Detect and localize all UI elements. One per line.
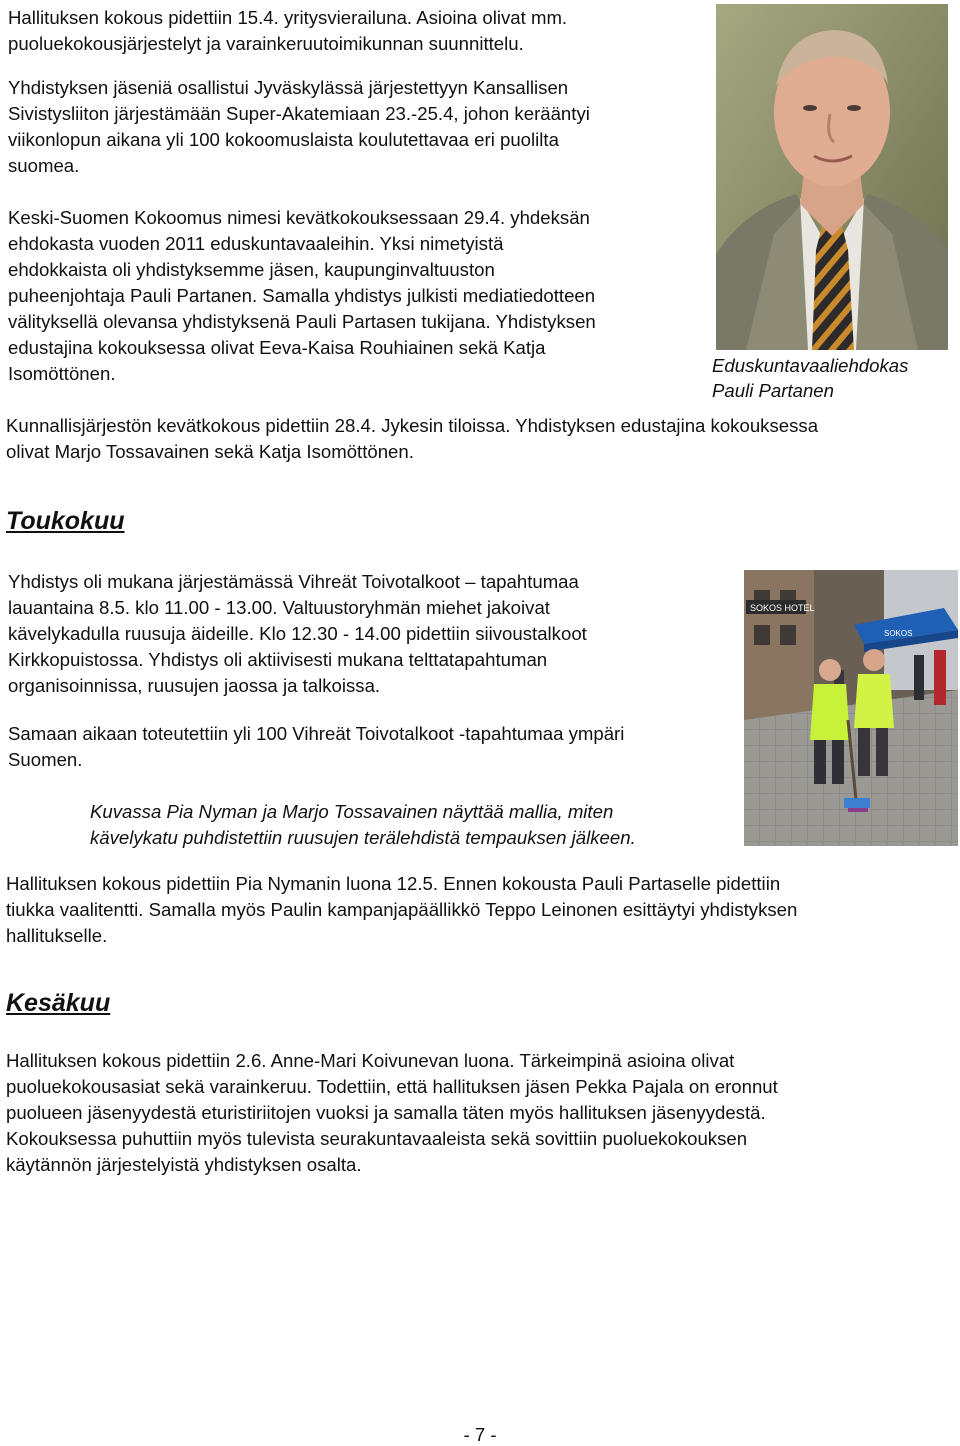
paragraph-candidates: Keski-Suomen Kokoomus nimesi kevätkokouksessaan 29.4. yhdeksän ehdokasta vuoden 2011 eduskuntavaaleihin. Yksi nimetyistä ehdokkaista oli yhdistyksemme jäsen, kaupunginvaltuuston puheenjohtaja Pauli Partanen. Samalla yhdistys julkisti mediatiedotteen välityksellä olevansa yhdistyksenä Pauli Partasen tukijana. Yhdistyksen edustajina kokouksessa olivat Eeva-Kaisa Rouhiainen sekä Katja Isomöttönen. xyxy=(8,207,596,384)
paragraph-board-meeting-april: Hallituksen kokous pidettiin 15.4. yritysvierailuna. Asioina olivat mm. puoluekokousjärjestelyt ja varainkeruutoimikunnan suunnittelu. xyxy=(8,7,568,54)
street-illustration xyxy=(744,570,958,846)
portrait-photo-pauli-partanen xyxy=(716,4,948,350)
paragraph-toivotalkoot-nationwide: Samaan aikaan toteutettiin yli 100 Vihreät Toivotalkoot -tapahtumaa ympäri Suomen. xyxy=(8,723,625,770)
portrait-caption: Eduskuntavaaliehdokas Pauli Partanen xyxy=(712,355,909,401)
awning-sign: SOKOS xyxy=(884,629,913,638)
street-photo-caption: Kuvassa Pia Nyman ja Marjo Tossavainen näyttää mallia, miten kävelykatu puhdistettiin ruusujen terälehdistä tempauksen jälkeen. xyxy=(90,801,636,848)
paragraph-board-meeting-may: Hallituksen kokous pidettiin Pia Nymanin luona 12.5. Ennen kokousta Pauli Partaselle pidettiin tiukka vaalitentti. Samalla myös Paulin kampanjapäällikkö Teppo Leinonen esittäytyi yhdistyksen hallitukselle. xyxy=(6,873,798,946)
hotel-sign: SOKOS HOTEL xyxy=(750,603,815,613)
paragraph-board-meeting-june: Hallituksen kokous pidettiin 2.6. Anne-Mari Koivunevan luona. Tärkeimpinä asioina olivat puoluekokousasiat sekä varainkeruu. Todettiin, että hallituksen jäsen Pekka Pajala on eronnut puolueen jäsenyydestä eturistiriitojen vuoksi ja samalla täten myös hallituksen jäsenyydestä. Kokouksessa puhuttiin myös tulevista seurakuntavaaleista sekä sovittiin puoluekokouksen käytännön järjestelyistä yhdistyksen osalta. xyxy=(6,1050,778,1175)
paragraph-super-akatemia: Yhdistyksen jäseniä osallistui Jyväskylässä järjestettyyn Kansallisen Sivistysliiton järjestämään Super-Akatemiaan 23.-25.4, johon kerääntyi viikonlopun aikana yli 100 kokoomuslaista koulutettavaa eri puolilta suomea. xyxy=(8,77,590,176)
paragraph-toivotalkoot: Yhdistys oli mukana järjestämässä Vihreät Toivotalkoot – tapahtumaa lauantaina 8.5. klo 11.00 - 13.00. Valtuustoryhmän miehet jakoivat kävelykadulla ruusuja äideille. Klo 12.30 - 14.00 pidettiin siivoustalkoot Kirkkopuistossa. Yhdistys oli aktiivisesti mukana telttatapahtuman organisoinnissa, ruusujen jaossa ja talkoissa. xyxy=(8,571,587,696)
portrait-illustration xyxy=(716,4,948,350)
street-cleanup-photo xyxy=(744,570,958,846)
page-number: - 7 - xyxy=(463,1424,497,1445)
heading-toukokuu: Toukokuu xyxy=(6,507,125,535)
paragraph-municipal-meeting: Kunnallisjärjestön kevätkokous pidettiin 28.4. Jykesin tiloissa. Yhdistyksen edustajina kokouksessa olivat Marjo Tossavainen sekä Katja Isomöttönen. xyxy=(6,415,819,462)
heading-kesakuu: Kesäkuu xyxy=(6,989,111,1017)
